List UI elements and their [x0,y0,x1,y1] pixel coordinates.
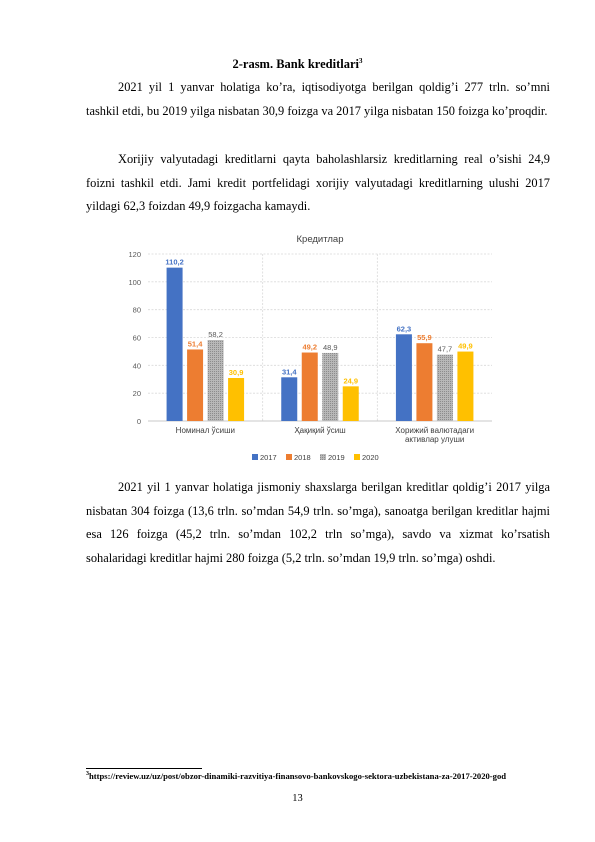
bar-2018 [302,353,318,421]
bar-2018 [187,349,203,421]
legend-swatch-2017 [252,454,258,460]
y-tick-label: 80 [132,305,141,315]
legend-swatch-2019 [320,454,326,460]
footnote-separator [86,768,202,769]
credits-chart [116,229,494,469]
data-label: 30,9 [228,367,244,377]
figure-caption-text: 2-rasm. Bank kreditlari [232,57,359,72]
legend-label: 2020 [362,453,379,462]
data-label: 62,3 [396,324,412,334]
x-tick-label: активлар улуши [404,435,465,444]
data-label: 31,4 [281,367,297,377]
data-label: 47,7 [437,344,453,354]
credits-chart-svg [116,229,494,469]
legend-label: 2017 [260,453,277,462]
y-tick-label: 100 [128,277,141,287]
legend-label: 2019 [328,453,345,462]
data-label: 55,9 [417,333,432,343]
bar-2017 [281,377,297,421]
footnote-number: 3 [86,771,89,778]
bar-2018 [416,343,432,421]
footnote-url: https://review.uz/uz/post/obzor-dinamiki-razvitiya-finansovo-bankovskogo-sektora-uzbekistana-za-2017-2020-god [89,771,507,781]
bar-2019 [437,355,453,421]
data-label: 49,9 [458,341,473,351]
bar-2017 [396,334,412,421]
y-tick-label: 0 [136,417,141,426]
chart-title: Кредитлар [296,234,344,245]
data-label: 51,4 [187,339,203,349]
bar-2020 [457,352,473,421]
x-tick-label: Номинал ўсиши [175,426,235,435]
paragraph-2: Xorijiy valyutadagi kreditlarni qayta baholashlarsiz kreditlarning real o’sishi 24,9 foizni tashkil etdi. Jami kredit portfelidagi xorijiy valyutadagi kreditlarning ulushi 2017 yildagi 62,3 foizdan 49,9 foizgacha kamaydi. [86,152,550,214]
x-tick-label: Ҳақиқий ўсиш [294,426,346,435]
bar-2020 [228,378,244,421]
bar-2019 [322,353,338,421]
legend-swatch-2018 [286,454,292,460]
data-label: 49,2 [302,342,318,352]
data-label: 58,2 [208,330,223,340]
figure-caption [0,57,595,72]
data-label: 48,9 [322,342,338,352]
paragraph-1: 2021 yil 1 yanvar holatiga ko’ra, iqtisodiyotga berilgan qoldig’i 277 trln. so’mni tashkil etdi, bu 2019 yilga nisbatan 30,9 foizga va 2017 yilga nisbatan 150 foizga ko’proqdir. [86,80,550,118]
x-tick-label: Хорижий валютадаги [395,426,475,435]
page-number: 13 [292,793,303,804]
bar-2017 [167,268,183,421]
y-tick-label: 40 [132,361,141,371]
data-label: 110,2 [165,257,184,267]
y-tick-label: 20 [132,389,141,399]
data-label: 24,9 [343,376,359,386]
y-tick-label: 120 [128,250,141,259]
legend-label: 2018 [294,453,311,462]
footnote-ref: 3 [359,57,363,65]
bar-2019 [208,340,224,421]
y-tick-label: 60 [132,333,141,343]
footnote [86,771,556,781]
paragraph-3: 2021 yil 1 yanvar holatiga jismoniy shaxslarga berilgan kreditlar qoldig’i 2017 yilga nisbatan 304 foizga (13,6 trln. so’mdan 54,9 trln. so’mga), sanoatga berilgan kreditlar hajmi esa 126 foizga (45,2 trln. so’mdan 102,2 trln so’mga), savdo va xizmat ko’rsatish sohalaridagi kreditlar hajmi 280 foizga (5,2 trln. so’mdan 19,9 trln. so’mga) oshdi. [86,480,550,565]
legend-swatch-2020 [354,454,360,460]
bar-2020 [343,386,359,421]
